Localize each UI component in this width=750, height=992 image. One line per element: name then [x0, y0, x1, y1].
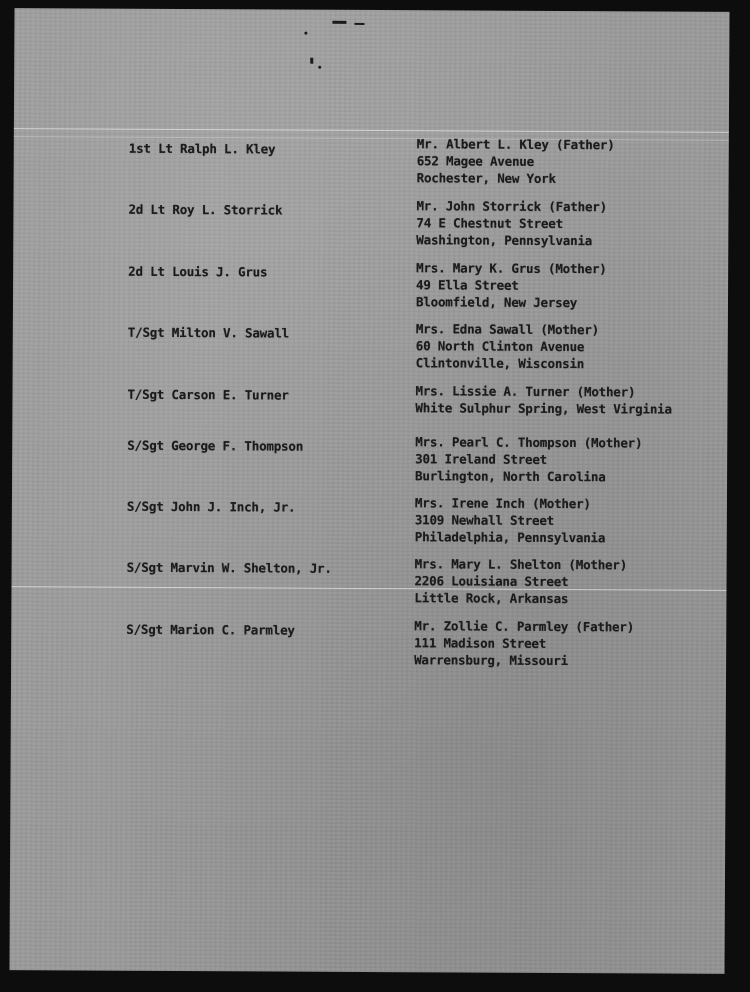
address-line: Mr. John Storrick (Father): [416, 198, 607, 215]
next-of-kin-address: [414, 555, 627, 607]
next-of-kin-address: [416, 259, 607, 311]
address-line: Mr. Zollie C. Parmley (Father): [414, 618, 635, 635]
crew-member-name: T/Sgt Carson E. Turner: [127, 386, 289, 403]
next-of-kin-address: [416, 197, 607, 249]
address-line: Mr. Albert L. Kley (Father): [416, 136, 615, 153]
ink-mark: [304, 32, 307, 35]
ink-mark: [332, 21, 346, 24]
crew-member-name: 2d Lt Roy L. Storrick: [128, 201, 283, 218]
crew-member-name: S/Sgt George F. Thompson: [127, 437, 304, 454]
next-of-kin-address: [415, 494, 606, 546]
scan-line: [14, 136, 729, 141]
address-line: 111 Madison Street: [414, 635, 547, 651]
address-line: Mrs. Mary K. Grus (Mother): [416, 260, 607, 277]
next-of-kin-address: [415, 382, 672, 417]
crew-member-name: S/Sgt Marion C. Parmley: [126, 621, 295, 638]
next-of-kin-address: [414, 617, 634, 669]
address-line: Burlington, North Carolina: [415, 468, 606, 485]
address-line: 652 Magee Avenue: [416, 153, 534, 169]
crew-member-name: S/Sgt John J. Inch, Jr.: [126, 498, 296, 515]
address-line: 60 North Clinton Avenue: [415, 338, 585, 355]
address-line: 74 E Chestnut Street: [416, 215, 563, 232]
ink-mark: [310, 58, 313, 64]
address-line: Mrs. Edna Sawall (Mother): [415, 321, 600, 338]
crew-member-name: 1st Lt Ralph L. Kley: [128, 140, 276, 157]
address-line: White Sulphur Spring, West Virginia: [415, 400, 672, 417]
next-of-kin-address: [416, 320, 599, 372]
address-line: Bloomfield, New Jersey: [415, 294, 578, 311]
address-line: Little Rock, Arkansas: [414, 590, 569, 607]
address-line: 3109 Newhall Street: [414, 512, 555, 528]
address-line: 2206 Louisiana Street: [414, 573, 569, 590]
crew-member-name: S/Sgt Marvin W. Shelton, Jr.: [126, 559, 332, 576]
address-line: Washington, Pennsylvania: [416, 232, 593, 249]
address-line: Philadelphia, Pennsylvania: [414, 529, 606, 546]
address-line: Mrs. Pearl C. Thompson (Mother): [415, 434, 643, 451]
crew-member-name: T/Sgt Milton V. Sawall: [127, 324, 290, 341]
address-line: Clintonville, Wisconsin: [415, 355, 585, 372]
address-line: 49 Ella Street: [416, 277, 519, 293]
ink-mark: [354, 23, 364, 25]
address-line: Rochester, New York: [416, 170, 556, 186]
address-line: 301 Ireland Street: [415, 451, 548, 467]
address-line: Mrs. Mary L. Shelton (Mother): [414, 556, 628, 573]
next-of-kin-address: [417, 135, 615, 187]
address-line: Mrs. Irene Inch (Mother): [414, 495, 591, 512]
next-of-kin-address: [415, 433, 642, 485]
ink-mark: [318, 66, 321, 69]
address-line: Warrensburg, Missouri: [414, 652, 568, 669]
address-line: Mrs. Lissie A. Turner (Mother): [415, 383, 636, 400]
scan-line: [14, 128, 729, 133]
crew-member-name: 2d Lt Louis J. Grus: [128, 263, 268, 280]
document-page: [9, 8, 729, 974]
